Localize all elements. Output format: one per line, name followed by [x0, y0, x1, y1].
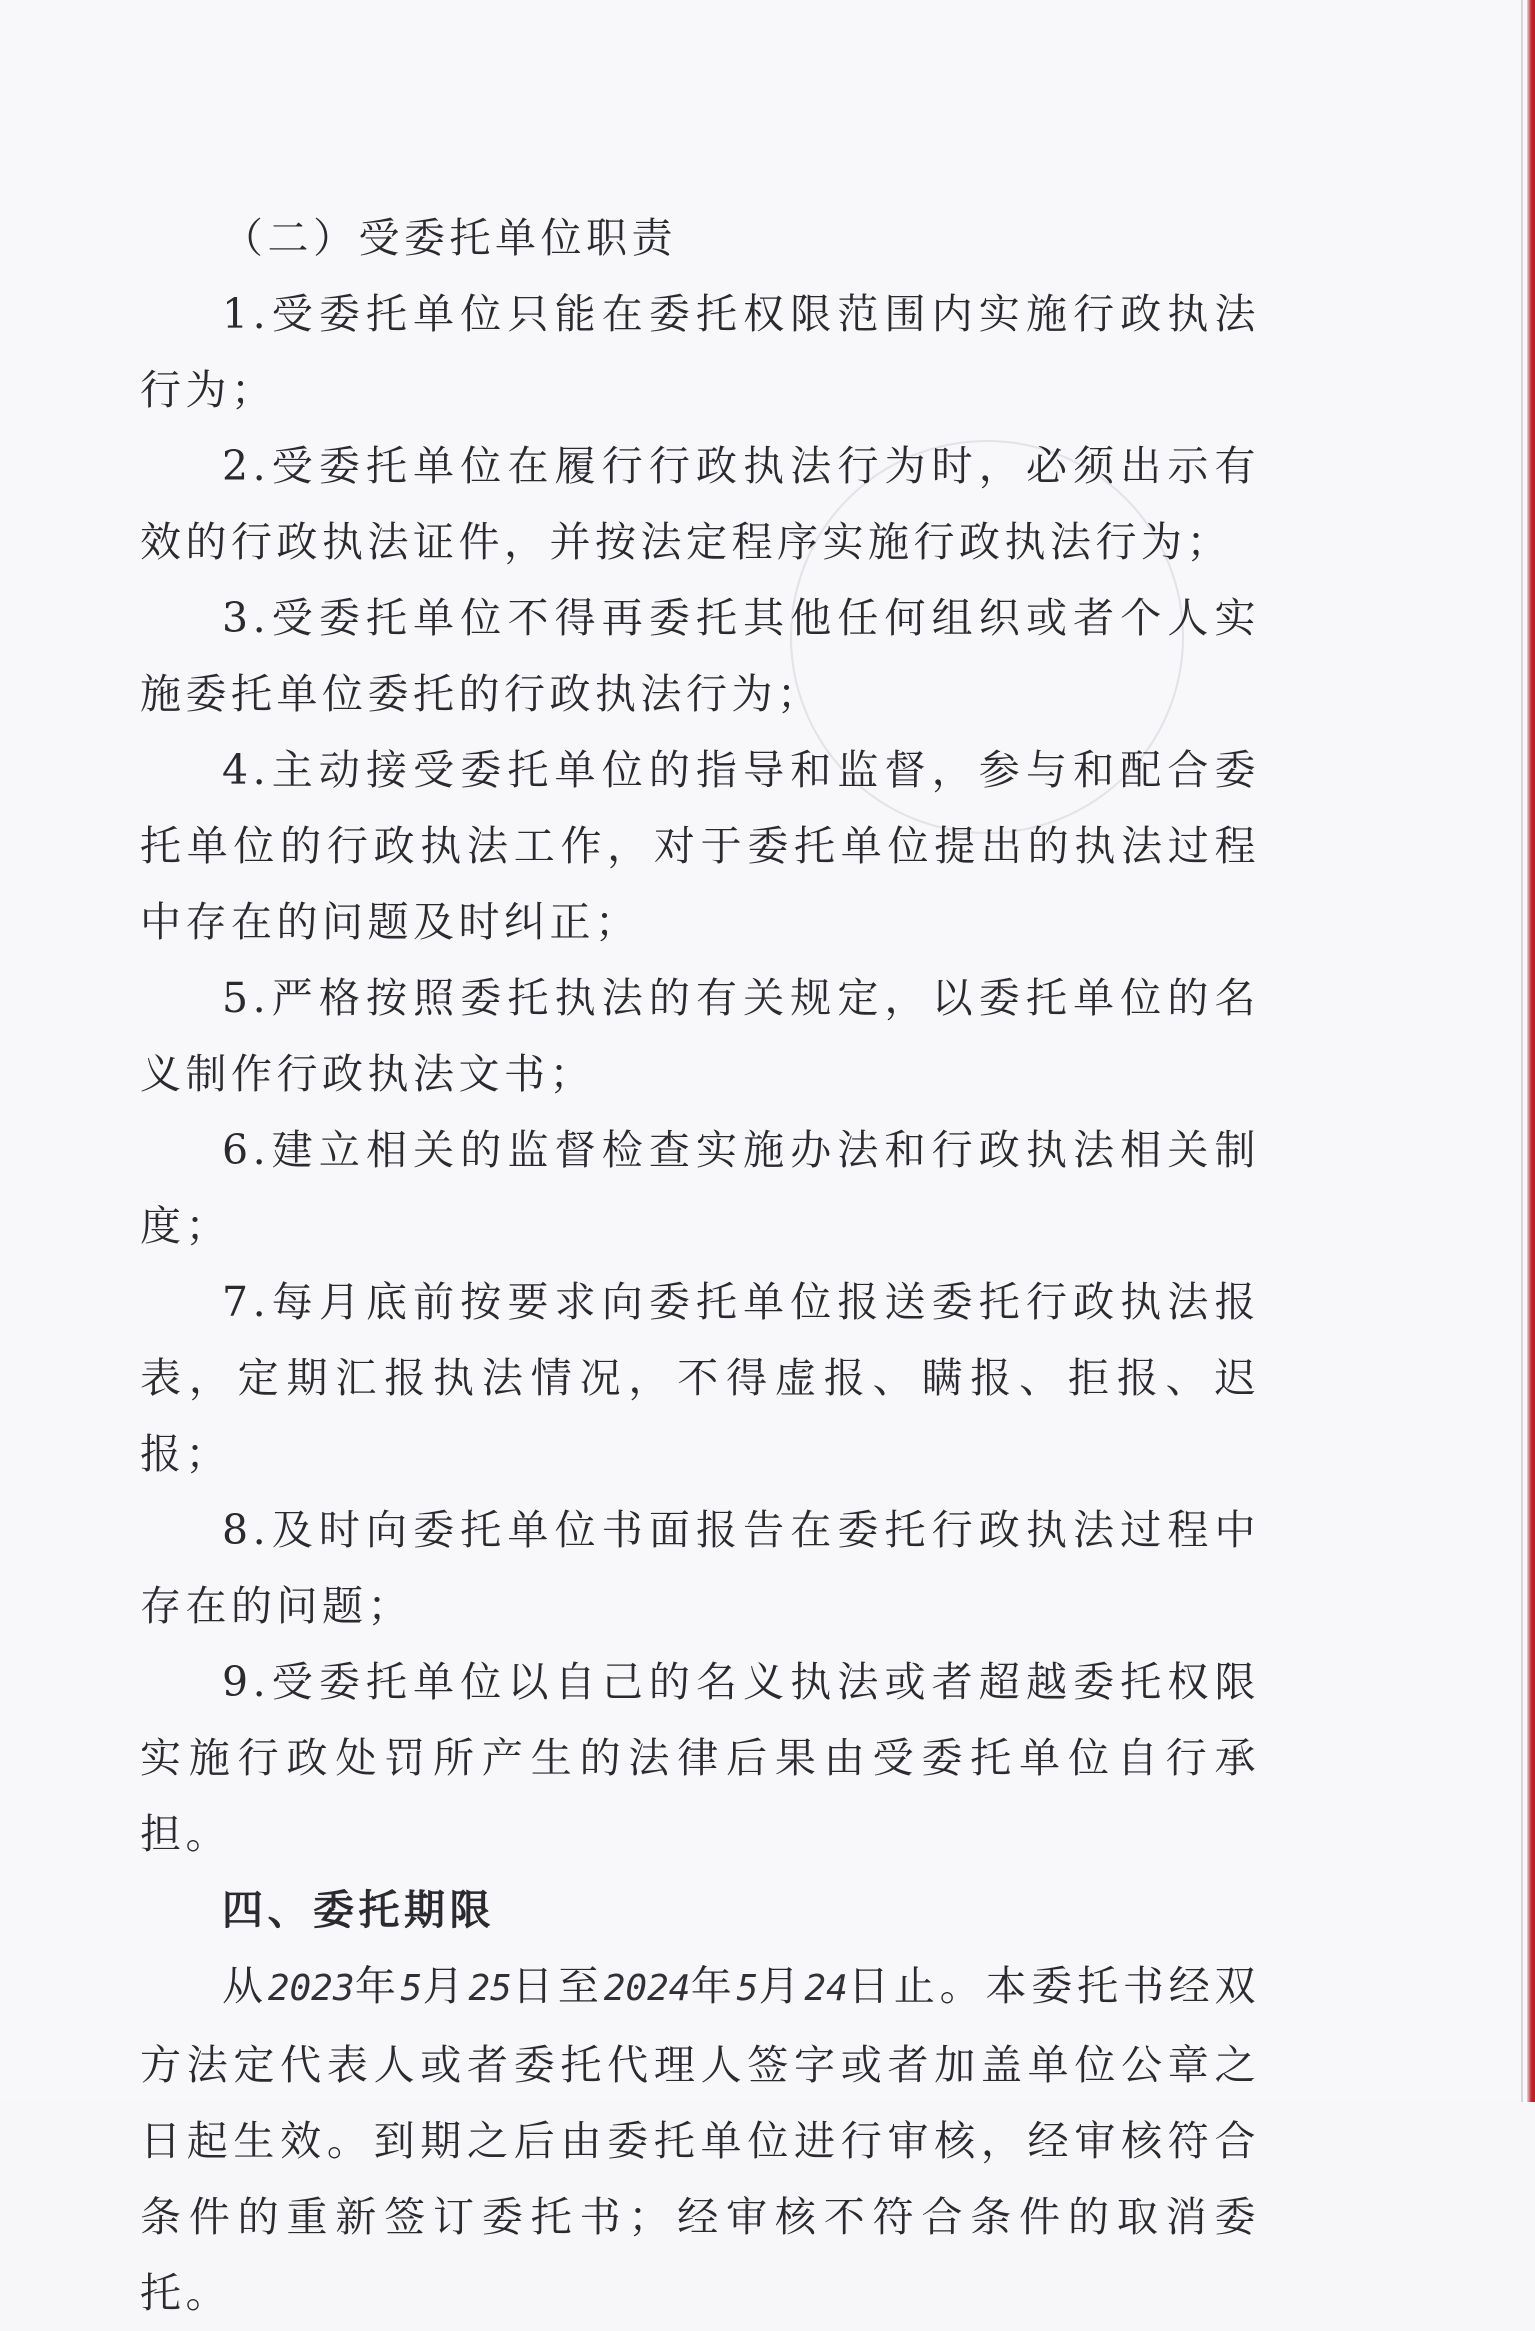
section-heading-term: 四、委托期限: [222, 1886, 495, 1934]
duty-item-8: 8.及时向委托单位书面报告在委托行政执法过程中存在的问题；: [140, 1506, 1260, 1630]
handwritten-start-month: 5: [400, 1968, 423, 2009]
term-rest: 日止。本委托书经双方法定代表人或者委托代理人签字或者加盖单位公章之日起生效。到期之后由委托单位进行审核，经审核符合条件的重新签订委托书；经审核不符合条件的取消委托。: [140, 1962, 1261, 2317]
handwritten-start-day: 25: [468, 1968, 512, 2009]
duty-item-1: 1.受委托单位只能在委托权限范围内实施行政执法行为；: [140, 290, 1260, 414]
term-prefix: 从: [222, 1962, 268, 2010]
duty-item-2: 2.受委托单位在履行行政执法行为时，必须出示有效的行政执法证件，并按法定程序实施行政执法行为；: [140, 442, 1260, 566]
duty-item-9: 9.受委托单位以自己的名义执法或者超越委托权限实施行政处罚所产生的法律后果由受委托单位自行承担。: [140, 1658, 1260, 1858]
handwritten-end-year: 2024: [603, 1968, 691, 2009]
year-char: 年: [354, 1962, 401, 2010]
duty-item-5: 5.严格按照委托执法的有关规定，以委托单位的名义制作行政执法文书；: [140, 974, 1260, 1098]
handwritten-end-day: 24: [804, 1968, 848, 2009]
handwritten-end-month: 5: [736, 1968, 759, 2009]
duty-item-3: 3.受委托单位不得再委托其他任何组织或者个人实施委托单位委托的行政执法行为；: [140, 594, 1260, 718]
duty-item-4: 4.主动接受委托单位的指导和监督，参与和配合委托单位的行政执法工作，对于委托单位提出的执法过程中存在的问题及时纠正；: [140, 746, 1260, 946]
subsection-heading: （二）受委托单位职责: [222, 214, 677, 262]
document-body: [140, 200, 1260, 2331]
duty-item-6: 6.建立相关的监督检查实施办法和行政执法相关制度；: [140, 1126, 1260, 1250]
month-char: 月: [422, 1962, 469, 2010]
duty-item-7: 7.每月底前按要求向委托单位报送委托行政执法报表，定期汇报执法情况，不得虚报、瞒报、拒报、迟报；: [140, 1278, 1260, 1478]
scan-edge-line: [1521, 0, 1523, 2102]
red-binding-edge: [1527, 0, 1535, 2102]
year-char-2: 年: [690, 1962, 737, 2010]
handwritten-start-year: 2023: [267, 1968, 355, 2009]
term-paragraph: [140, 1948, 1260, 2331]
day-to-char: 日至: [511, 1962, 604, 2010]
month-char-2: 月: [758, 1962, 805, 2010]
